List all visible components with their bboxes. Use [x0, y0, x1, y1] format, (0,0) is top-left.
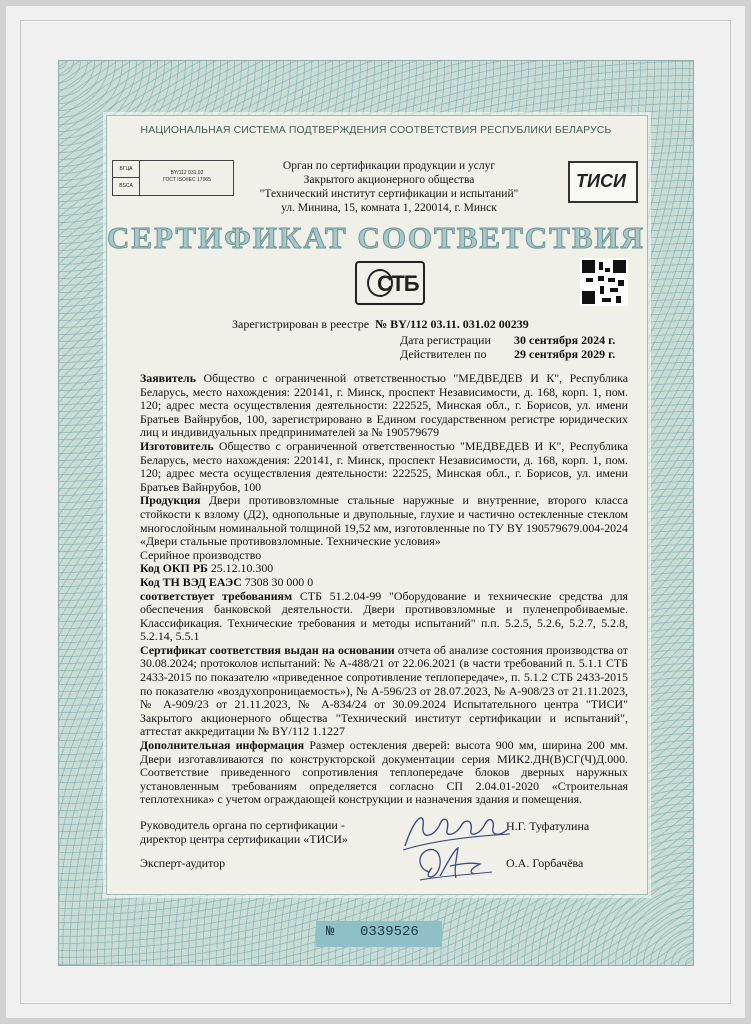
requirements-text: СТБ 51.2.04-99 "Оборудование и технические средства для обеспечения банковской деятельности. Двери противовзломные и пуленепробиваемые. Классификация. Технические требования и методы испытаний" п.п. 5.2.5, 5.2.6, 5.2.7, 5.2.8, 5.2.14, 5.5.1 — [140, 588, 628, 644]
product-label: Продукция — [140, 493, 201, 508]
additional-info-label: Дополнительная информация — [140, 738, 305, 753]
national-system-band: НАЦИОНАЛЬНАЯ СИСТЕМА ПОДТВЕРЖДЕНИЯ СООТВЕТСТВИЯ РЕСПУБЛИКИ БЕЛАРУСЬ — [140, 124, 612, 136]
expert-signature — [410, 842, 500, 886]
valid-until-label: Действителен по — [400, 347, 487, 361]
manufacturer-section — [140, 440, 628, 494]
okp-label: Код ОКП РБ — [140, 561, 208, 576]
head-name: Н.Г. Туфатулина — [506, 819, 590, 833]
stamp-bgca: БГЦА — [113, 161, 139, 178]
org-address: ул. Минина, 15, комната 1, 220014, г. Минск — [281, 202, 497, 214]
head-title-line2: директор центра сертификации «ТИСИ» — [140, 832, 348, 846]
org-line2: Закрытого акционерного общества — [303, 174, 475, 186]
applicant-section — [140, 372, 628, 440]
org-line1: Орган по сертификации продукции и услуг — [282, 160, 496, 172]
expert-name: О.А. Горбачёва — [506, 856, 584, 870]
product-section — [140, 494, 628, 548]
additional-info-text: Размер остекления дверей: высота 900 мм, ширина 200 мм. Двери изготавливаются по конструкторской документации серия МИК2.ДН(В)СГ(Ч)Д.000. Соответствие приведенного сопротивления теплопередаче блоков дверных наружных установленным требованиям определяется согласно СП 2.04.01-2020 «Строительная теплотехника» с учетом ограждающей конструкции и назначения здания и помещения. — [140, 738, 628, 807]
qr-code — [580, 258, 628, 306]
basis-label: Сертификат соответствия выдан на основании — [140, 642, 395, 657]
head-title-line1: Руководитель органа по сертификации - — [140, 818, 345, 832]
stamp-bsca: BSCA — [119, 183, 133, 189]
tnved-code — [140, 576, 628, 590]
okp-code — [140, 562, 628, 576]
manufacturer-text: Общество с ограниченной ответственностью "МЕДВЕДЕВ И К", Республика Беларусь, место нахождения: 220141, г. Минск, проспект Независимости, д. 168, корп. 1, пом. 120; адрес места осуществления деятельности: 222525, Минская обл., г. Борисов, ул. имени Братьев Вайнрубов, 100 — [140, 438, 628, 494]
okp-value: 25.12.10.300 — [207, 561, 274, 576]
accreditation-stamp — [112, 160, 234, 196]
additional-info-section — [140, 739, 628, 807]
certificate-title: СЕРТИФИКАТ СООТВЕТСТВИЯ — [106, 220, 646, 255]
basis-section — [140, 644, 628, 739]
serial-production: Серийное производство — [140, 547, 262, 562]
serial-number-sign: № — [326, 924, 335, 940]
requirements-label: соответствует требованиям — [140, 588, 293, 603]
serial-number: 0339526 — [360, 924, 419, 940]
basis-text: отчета об анализе состояния производства от 30.08.2024; протоколов испытаний: № А-488/21 от 22.06.2021 (в части требований п. 5.1.1 СТБ 2433-2015 по показателю «приведенное сопротивление теплопередаче», п. 5.1.2 СТБ 2433-2015 по показателю «воздухопроницаемость»), № А-596/23 от 28.07.2023, № А-908/23 от 21.11.2023, № А-909/23 от 21.11.2023, № А-834/24 от 30.09.2024 Испытательного центра "ТИСИ" Закрытого акционерного общества "Технический институт сертификации и испытаний", аттестат аккредитации № BY/112 1.1227 — [140, 642, 628, 739]
manufacturer-label: Изготовитель — [140, 438, 214, 453]
stb-mark-text: СТБ — [377, 271, 419, 296]
registration-date-label: Дата регистрации — [400, 333, 491, 347]
valid-until-date: 29 сентября 2029 г. — [514, 347, 616, 361]
certification-body — [230, 159, 548, 215]
registration-date: 30 сентября 2024 г. — [514, 333, 616, 347]
applicant-label: Заявитель — [140, 371, 197, 385]
org-line3: "Технический институт сертификации и испытаний" — [259, 188, 519, 200]
registry-label: Зарегистрирован в реестре — [232, 317, 370, 331]
requirements-section — [140, 590, 628, 644]
head-title — [140, 818, 348, 846]
tisi-logo-text: ТИСИ — [576, 171, 626, 191]
tnved-label: Код ТН ВЭД ЕАЭС — [140, 574, 242, 589]
certificate-body — [140, 372, 628, 807]
tisi-logo — [568, 161, 638, 203]
validity-dates — [400, 333, 615, 361]
stamp-code: BY/112 031.02 — [170, 170, 204, 176]
applicant-text: Общество с ограниченной ответственностью "МЕДВЕДЕВ И К", Республика Беларусь, место нахождения: 220141, г. Минск, проспект Независимости, д. 168, корп. 1, пом. 120; адрес места осуществления деятельности: 222525, Минская обл., г. Борисов, ул. имени Братьев Вайнрубов, 100, зарегистрировано в Едином государственном регистре юридических лиц и индивидуальных предпринимателей за № 190579679 — [140, 371, 628, 440]
stamp-standard: ГОСТ ISO/IEC 17065 — [163, 177, 211, 183]
stb-conformity-mark — [355, 261, 425, 305]
tnved-value: 7308 30 000 0 — [241, 574, 314, 589]
product-text: Двери противовзломные стальные наружные и внутренние, второго класса стойкости к взлому (Д2), однопольные и двупольные, глухие и частично остекленные стеклом многослойным номинальной толщиной 19,52 мм, изготовленные по ТУ BY 190579679.004-2024 «Двери стальные противовзломные. Технические условия» — [140, 493, 628, 549]
expert-label: Эксперт-аудитор — [140, 856, 226, 870]
registry-number: № BY/112 03.11. 031.02 00239 — [375, 317, 529, 331]
serial-number-plate — [316, 921, 442, 947]
registry-line — [232, 317, 529, 332]
